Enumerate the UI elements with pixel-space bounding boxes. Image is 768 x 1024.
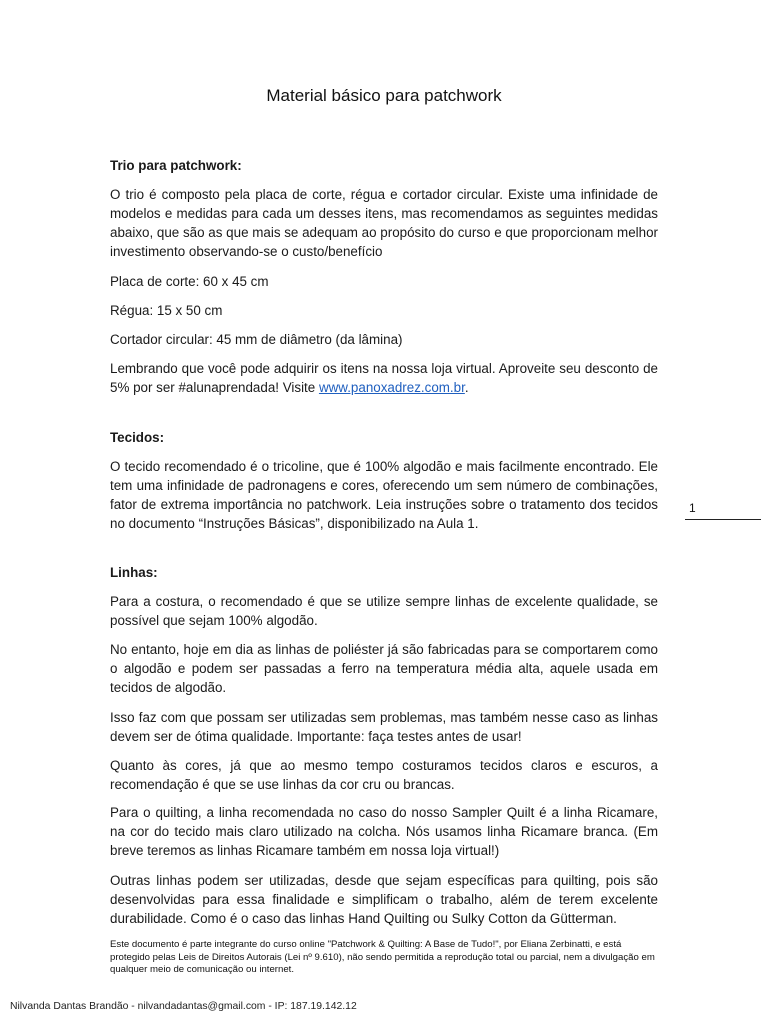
page-number: 1 [689, 501, 696, 515]
heading-trio: Trio para patchwork: [110, 158, 242, 173]
paragraph-trio-intro: O trio é composto pela placa de corte, régua e cortador circular. Existe uma infinidade de modelos e medidas para cada um desses itens, mas recomendamos as seguintes medidas abaixo, que são as que mais se adequam ao propósito do curso e que proporcionam melhor investimento observando-se o custo/benefício [110, 187, 658, 259]
paragraph-linhas-5: Para o quilting, a linha recomendada no caso do nosso Sampler Quilt é a linha Ricamare, na cor do tecido mais claro utilizado na colcha. Nós usamos linha Ricamare branca. (Em breve teremos as linhas Ricamare também em nossa loja virtual!) [110, 805, 658, 858]
paragraph-linhas-4: Quanto às cores, já que ao mesmo tempo costuramos tecidos claros e escuros, a recomendação é que se use linhas da cor cru ou brancas. [110, 758, 658, 792]
user-watermark: Nilvanda Dantas Brandão - nilvandadantas@gmail.com - IP: 187.19.142.12 [10, 1001, 357, 1012]
store-link[interactable]: www.panoxadrez.com.br [318, 380, 465, 395]
paragraph-linhas-3: Isso faz com que possam ser utilizadas sem problemas, mas também nesse caso as linhas devem ser de ótima qualidade. Importante: faça testes antes de usar! [110, 710, 658, 744]
page-number-rule [685, 519, 761, 520]
item-cortador-circular: Cortador circular: 45 mm de diâmetro (da lâmina) [110, 332, 403, 347]
item-placa-de-corte: Placa de corte: 60 x 45 cm [110, 274, 269, 289]
paragraph-linhas-6: Outras linhas podem ser utilizadas, desde que sejam específicas para quilting, pois são desenvolvidas para essa finalidade e simplificam o trabalho, além de terem excelente durabilidade. Como é o caso das linhas Hand Quilting ou Sulky Cotton da Gütterman. [110, 873, 658, 926]
heading-linhas: Linhas: [110, 565, 158, 580]
loja-text: Lembrando que você pode adquirir os itens na nossa loja virtual. Aproveite seu desconto de 5% por ser #alunaprendada! Visite [110, 361, 658, 395]
paragraph-loja-virtual [110, 359, 658, 397]
document-title: Material básico para patchwork [266, 86, 502, 105]
paragraph-linhas-1: Para a costura, o recomendado é que se utilize sempre linhas de excelente qualidade, se possível que sejam 100% algodão. [110, 594, 658, 628]
item-regua: Régua: 15 x 50 cm [110, 303, 223, 318]
heading-tecidos: Tecidos: [110, 430, 165, 445]
loja-text-end: . [464, 380, 469, 395]
copyright-note: Este documento é parte integrante do curso online "Patchwork & Quilting: A Base de Tudo!", por Eliana Zerbinatti, e está protegido pelas Leis de Direitos Autorais (Lei nº 9.610), não sendo permitida a reprodução total ou parcial, nem a divulgação em qualquer meio de comunicação ou internet. [110, 939, 655, 976]
paragraph-linhas-2: No entanto, hoje em dia as linhas de poliéster já são fabricadas para se comportarem como o algodão e podem ser passadas a ferro na temperatura média alta, aquele usada em tecidos de algodão. [110, 642, 658, 695]
paragraph-tecidos: O tecido recomendado é o tricoline, que é 100% algodão e mais facilmente encontrado. Ele tem uma infinidade de padronagens e cores, oferecendo um sem número de combinações, fator de extrema importância no patchwork. Leia instruções sobre o tratamento dos tecidos no documento “Instruções Básicas”, disponibilizado na Aula 1. [110, 459, 658, 531]
